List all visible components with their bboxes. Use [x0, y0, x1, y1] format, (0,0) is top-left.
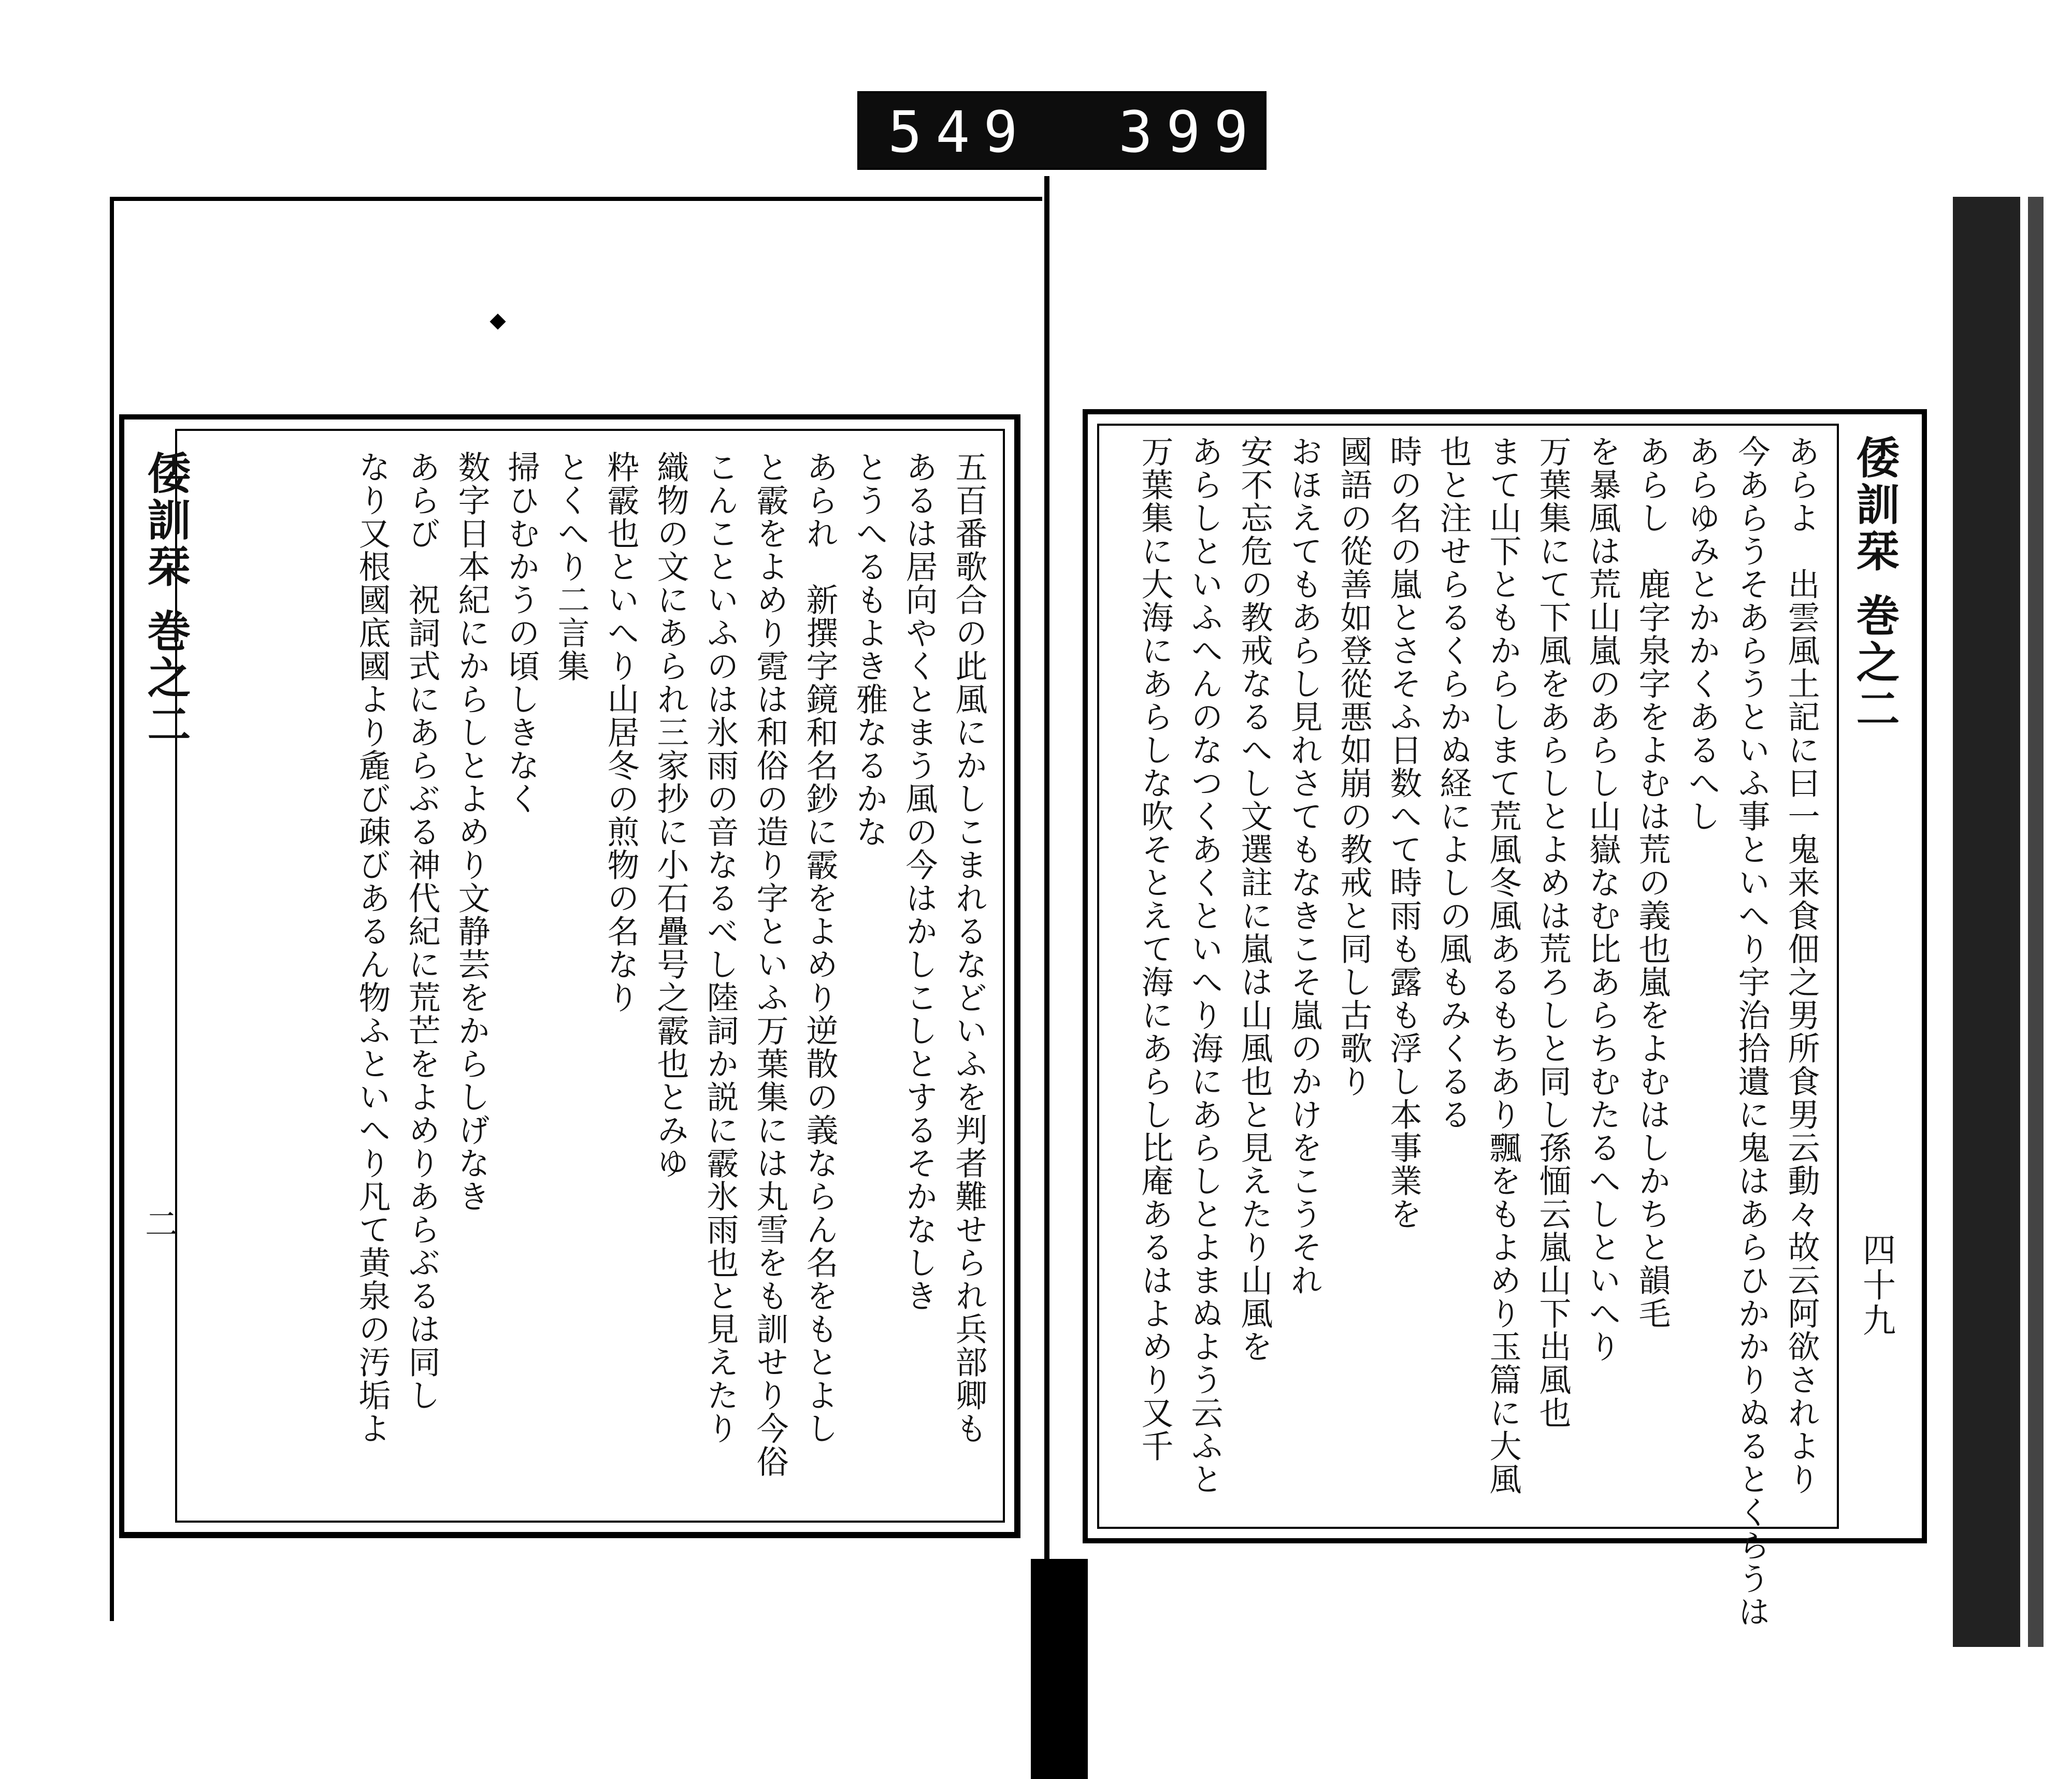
text-line: とくへり二言集 — [552, 451, 590, 683]
text-line: まて山下ともからしまて荒風冬風あるもちあり飄をもよめり玉篇に大風 — [1484, 435, 1522, 1496]
text-line: あらび 祝詞式にあらぶる神代紀に荒芒をよめりあらぶるは同し — [403, 451, 441, 1412]
text-line: あらゆみとかかくあるへし — [1683, 435, 1721, 833]
text-line: 掃ひむかうの頃しきなく — [502, 451, 540, 815]
text-line: を暴風は荒山嵐のあらし山嶽なむ比あらちむたるへしといへり — [1584, 435, 1621, 1363]
archive-number-right: 399 — [1118, 99, 1262, 165]
right-folio-number: 四十九 — [1857, 1233, 1895, 1338]
page-edge-shadow-secondary — [2028, 197, 2044, 1647]
book-top-edge — [110, 197, 1042, 201]
text-line: あらよ 出雲風土記に曰一鬼来食佃之男所食男云動々故云阿欲されより — [1782, 435, 1820, 1496]
right-margin-title: 倭訓栞 巻之二 — [1849, 435, 1901, 733]
text-line: 織物の文にあられ三家抄に小石疊号之霰也とみゆ — [652, 451, 689, 1180]
text-line: 五百番歌合の此風にかしこまれるなどいふを判者難せられ兵部卿も — [950, 451, 988, 1445]
text-line: 時の名の嵐とさそふ日数へて時雨も露も浮し本事業を — [1385, 435, 1422, 1231]
right-page — [1083, 409, 1927, 1628]
text-line: あるは居向やくとまう風の今はかしこしとするそかなしき — [900, 451, 938, 1312]
text-line: 万葉集に大海にあらしな吹そとえて海にあらし比庵あるはよめり又千 — [1136, 435, 1174, 1463]
archive-number-plate — [857, 91, 1267, 170]
text-line: 也と注せらるくらかぬ経によしの風もみくるる — [1434, 435, 1472, 1131]
text-line: 粋霰也といへり山居冬の煎物の名なり — [602, 451, 640, 1014]
text-line: と霰をよめり霓は和俗の造り字といふ万葉集には丸雪をも訓せり今俗 — [751, 451, 789, 1478]
page-edge-shadow — [1953, 197, 2020, 1647]
right-page-text — [1109, 435, 1826, 1628]
right-page-edge — [1953, 197, 2072, 1647]
text-line: 安不忘危の教戒なるへし文選註に嵐は山風也と見えたり山風を — [1235, 435, 1273, 1363]
book-left-edge — [110, 197, 114, 1621]
text-line: 國語の從善如登從悪如崩の教戒と同し古歌り — [1335, 435, 1373, 1098]
ink-speck — [490, 313, 506, 329]
left-page — [119, 414, 1020, 1538]
left-page-text — [197, 451, 994, 1511]
text-line: 数字日本紀にからしとよめり文静芸をからしげなき — [453, 451, 491, 1213]
archive-number-left: 549 — [888, 99, 1031, 165]
left-folio-number: 二 — [139, 1207, 178, 1242]
text-line: こんこといふのは氷雨の音なるべし陸詞か説に霰氷雨也と見えたり — [701, 451, 739, 1445]
text-line: あらし 鹿字泉字をよむは荒の義也嵐をよむはしかちと韻毛 — [1633, 435, 1671, 1330]
text-line: あられ 新撰字鏡和名鈔に霰をよめり逆散の義ならん名をもとよし — [801, 451, 839, 1445]
text-line: 今あらうそあらうといふ事といへり宇治拾遺に鬼はあらひかかりぬるとくらうは — [1733, 435, 1771, 1628]
text-line: 万葉集にて下風をあらしとよめは荒ろしと同し孫愐云嵐山下出風也 — [1534, 435, 1572, 1429]
text-line: とうへるもよき雅なるかな — [851, 451, 888, 848]
book-gutter-line — [1044, 176, 1049, 1779]
text-line: おほえてもあらし見れさてもなきこそ嵐のかけをこうそれ — [1285, 435, 1323, 1297]
text-line: なり又根國底國より麁び疎びあるん物ふといへり凡て黄泉の汚垢よ — [353, 451, 391, 1445]
left-margin-title: 倭訓栞 巻之二 — [140, 451, 192, 749]
text-line: あらしといふへんのなつくあくといへり海にあらしとよまぬよう云ふと — [1186, 435, 1224, 1496]
gutter-bottom-shadow — [1031, 1559, 1088, 1779]
